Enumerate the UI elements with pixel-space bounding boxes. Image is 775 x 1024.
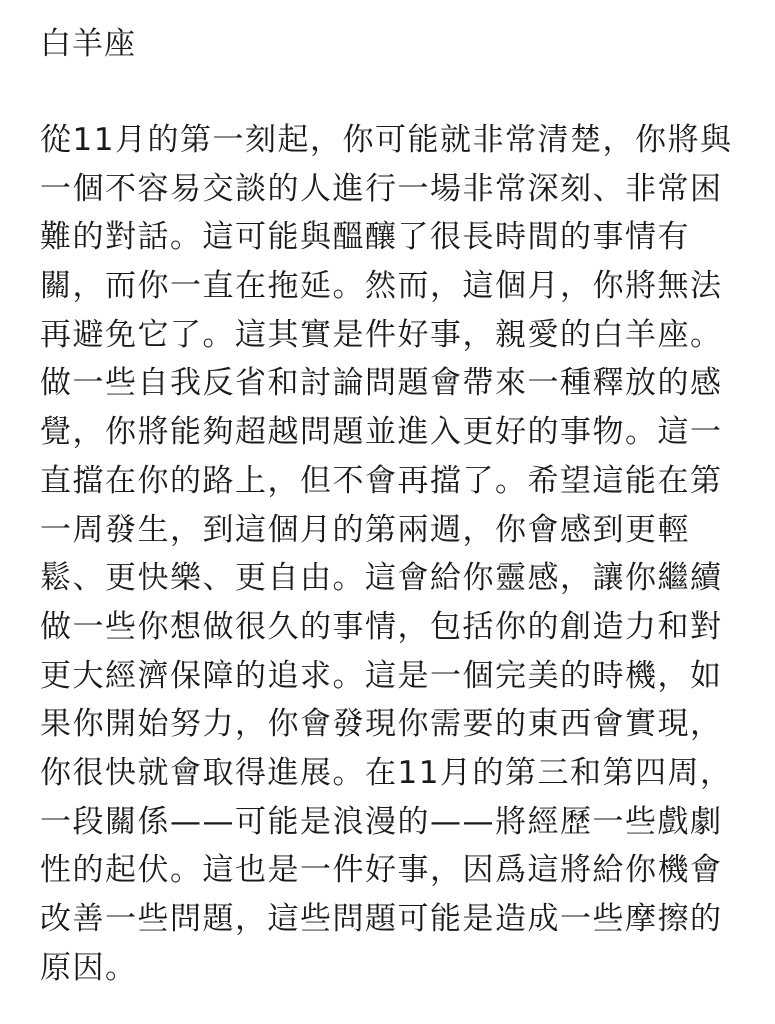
- horoscope-paragraph: [40, 116, 740, 992]
- paragraph-line: 關，而你一直在拖延。然而，這個月，你將無法: [40, 268, 723, 305]
- paragraph-line: 直擋在你的路上，但不會再擋了。希望這能在第: [40, 462, 723, 499]
- paragraph-line: 果你開始努力，你會發現你需要的東西會實現，: [40, 706, 723, 743]
- paragraph-line: 一周發生，到這個月的第兩週，你會感到更輕: [40, 511, 690, 548]
- paragraph-line: 從11月的第一刻起，你可能就非常清楚，你將與: [40, 122, 733, 158]
- paragraph-line: 再避免它了。這其實是件好事，親愛的白羊座。: [40, 316, 723, 353]
- paragraph-line: 改善一些問題，這些問題可能是造成一些摩擦的: [40, 901, 723, 937]
- page-title: 白羊座: [40, 26, 136, 62]
- paragraph-line: 做一些自我反省和討論問題會帶來一種釋放的感: [40, 365, 723, 402]
- paragraph-line: 難的對話。這可能與醞釀了很長時間的事情有: [40, 219, 690, 256]
- paragraph-line: 性的起伏。這也是一件好事，因爲這將給你機會: [40, 852, 723, 889]
- paragraph-line: 更大經濟保障的追求。這是一個完美的時機，如: [40, 657, 723, 694]
- paragraph-line: 鬆、更快樂、更自由。這會給你靈感，讓你繼續: [40, 560, 723, 597]
- paragraph-line: 覺，你將能夠超越問題並進入更好的事物。這一: [40, 414, 723, 451]
- paragraph-line: 做一些你想做很久的事情，包括你的創造力和對: [40, 608, 723, 645]
- paragraph-line: 原因。: [40, 949, 138, 986]
- paragraph-line: 一個不容易交談的人進行一場非常深刻、非常困: [40, 170, 723, 207]
- paragraph-line: 一段關係——可能是浪漫的——將經歷一些戲劇: [40, 803, 723, 840]
- paragraph-line: 你很快就會取得進展。在11月的第三和第四周，: [40, 754, 733, 791]
